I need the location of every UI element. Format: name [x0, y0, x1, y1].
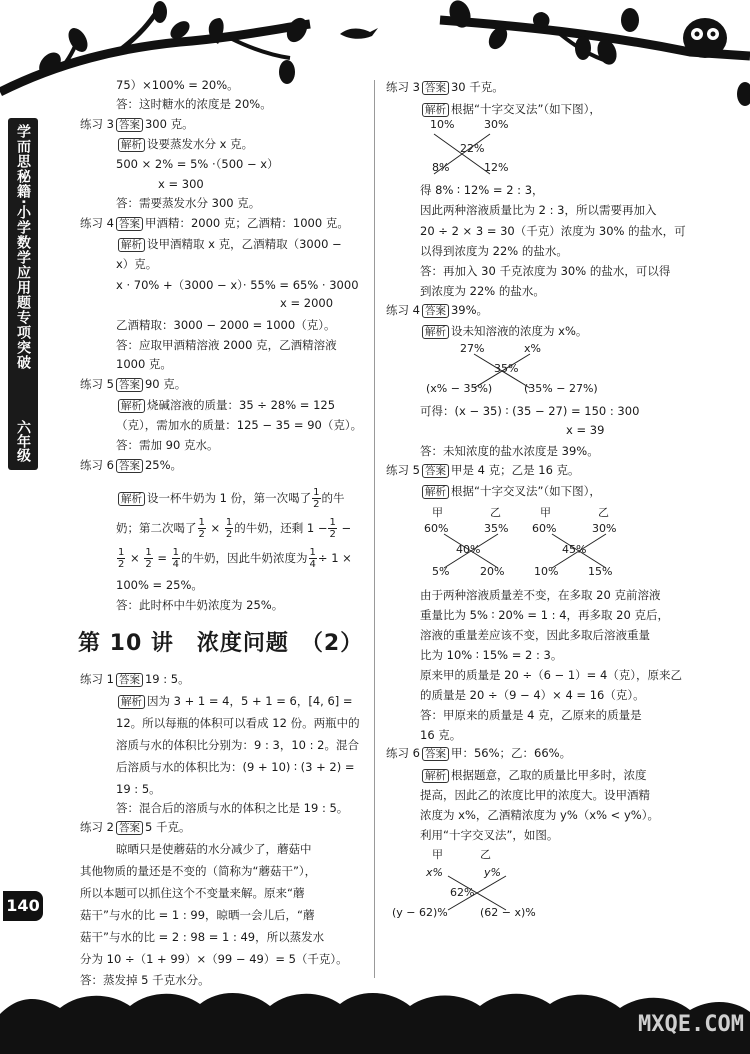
explanation-tag: 解析 — [422, 103, 449, 117]
explanation: 解析 设甲酒精取 x 克，乙酒精取（3000 − — [116, 237, 342, 252]
grade-label: 六年级 — [15, 420, 31, 462]
column-divider — [374, 80, 375, 978]
answer-tag: 答案 — [116, 459, 143, 473]
text-line: 答：需要蒸发水分 300 克。 — [116, 196, 261, 210]
practice-1-answer: 练习 1 答案 19 : 5。 — [80, 672, 190, 686]
cross-value: 60% — [424, 522, 449, 535]
text-line: 后溶质与水的体积比为：(9 + 10) ∶ (3 + 2) = — [116, 760, 355, 774]
explanation-tag: 解析 — [422, 325, 449, 339]
fraction: $\frac{1}{2}$ — [329, 517, 336, 540]
cross-value: 35% — [494, 362, 519, 375]
exercise-6-answer: 练习 6 答案 25%。 — [80, 458, 183, 472]
text-line: $\frac{1}{2}$ × $\frac{1}{2}$ = $\frac{1}{4}$ 的牛奶，因此牛奶浓度为 $\frac{1}{4}$ ÷ 1 × — [118, 547, 352, 570]
explanation: 解析 根据“十字交叉法”（如下图）， — [420, 484, 601, 499]
cross-value: 15% — [588, 565, 613, 578]
text-line: 分为 10 ÷（1 + 99）×（99 − 49）= 5（千克）。 — [80, 952, 348, 966]
side-title-bar — [8, 118, 38, 470]
text-line: 答：此时杯中牛奶浓度为 25%。 — [116, 598, 284, 612]
explanation: 解析 设未知溶液的浓度为 x%。 — [420, 324, 587, 339]
cross-value: 5% — [432, 565, 450, 578]
answer-tag: 答案 — [116, 821, 143, 835]
equation: 500 × 2% = 5% ·（500 − x） — [116, 157, 279, 171]
text-line: 其他物质的量还是不变的（简称为“蘑菇干”）， — [80, 864, 317, 878]
header-jia: 甲 — [432, 848, 443, 861]
text-line: 利用“十字交叉法”，如图。 — [420, 828, 559, 842]
fraction: $\frac{1}{2}$ — [198, 517, 205, 540]
cross-value: (x% − 35%) — [426, 382, 493, 395]
answer-tag: 答案 — [422, 464, 449, 478]
cross-value: 10% — [430, 118, 455, 131]
equation: x = 39 — [566, 423, 605, 437]
cross-value: 10% — [534, 565, 559, 578]
equation: x · 70% +（3000 − x）· 55% = 65% · 3000 — [116, 278, 359, 292]
text-line: 浓度为 x%，乙酒精浓度为 y%（x% < y%）。 — [420, 808, 659, 822]
text-line: 20 ÷ 2 × 3 = 30（千克）浓度为 30% 的盐水，可 — [420, 224, 686, 238]
text-line: 100% = 25%。 — [116, 578, 203, 592]
exercise-4-answer: 练习 4 答案 甲酒精：2000 克；乙酒精：1000 克。 — [80, 216, 349, 230]
text-line: 菇干”与水的比 = 2 : 98 = 1 : 49，所以蒸发水 — [80, 930, 325, 944]
explanation-tag: 解析 — [118, 138, 145, 152]
cross-value: (35% − 27%) — [524, 382, 598, 395]
cross-value: x% — [524, 342, 541, 355]
explanation: 解析 设一杯牛奶为 1 份，第一次喝了 $\frac{1}{2}$ 的牛 — [116, 484, 345, 512]
header-jia: 甲 — [540, 506, 551, 519]
answer-tag: 答案 — [116, 118, 143, 132]
text-line: 原来甲的质量是 20 ÷（6 − 1）= 4（克），原来乙 — [420, 668, 683, 682]
answer-tag: 答案 — [422, 304, 449, 318]
cross-value: 62% — [450, 886, 475, 899]
flying-bird-icon — [340, 28, 378, 39]
explanation: 解析 根据题意，乙取的质量比甲多时，浓度 — [420, 768, 647, 783]
header-yi: 乙 — [490, 506, 501, 519]
exercise-3-answer: 练习 3 答案 30 千克。 — [386, 80, 504, 94]
text-line: 答：需加 90 克水。 — [116, 438, 219, 452]
header-yi: 乙 — [480, 848, 491, 861]
text-line: 答：未知浓度的盐水浓度是 39%。 — [420, 444, 599, 458]
exercise-4-answer: 练习 4 答案 39%。 — [386, 303, 489, 317]
page-number: 140 — [3, 891, 43, 921]
exercise-label: 练习 3 — [80, 117, 114, 131]
text-line: 奶；第二次喝了 $\frac{1}{2}$ × $\frac{1}{2}$ 的牛奶，还剩 1 − $\frac{1}{2}$ − — [116, 517, 352, 540]
fraction: $\frac{1}{2}$ — [313, 487, 320, 510]
answer-tag: 答案 — [116, 673, 143, 687]
answer-tag: 答案 — [116, 378, 143, 392]
cross-value: y% — [484, 866, 501, 879]
cross-value: 40% — [456, 543, 481, 556]
answer-tag: 答案 — [116, 217, 143, 231]
book-title: 学而思秘籍·小学数学应用题专项突破 — [15, 124, 31, 371]
practice-2-answer: 练习 2 答案 5 千克。 — [80, 820, 191, 834]
fraction: $\frac{1}{2}$ — [145, 547, 152, 570]
text-line: 乙酒精取：3000 − 2000 = 1000（克）。 — [116, 318, 336, 332]
text-line: 19 : 5。 — [116, 782, 161, 796]
exercise-5-answer: 练习 5 答案 甲是 4 克；乙是 16 克。 — [386, 463, 580, 477]
explanation-tag: 解析 — [422, 485, 449, 499]
text-line: 以得到浓度为 22% 的盐水。 — [420, 244, 568, 258]
explanation: 解析 设要蒸发水分 x 克。 — [116, 137, 253, 152]
explanation: 解析 根据“十字交叉法”（如下图）， — [420, 102, 601, 117]
cross-value: 30% — [592, 522, 617, 535]
cross-value: 27% — [460, 342, 485, 355]
text-line: 提高，因此乙的浓度比甲的浓度大。设甲酒精 — [420, 788, 650, 802]
header-jia: 甲 — [432, 506, 443, 519]
watermark: MXQE.COM — [638, 1012, 744, 1037]
text-line: 溶质与水的体积比分别为：9 : 3，10 : 2。混合 — [116, 738, 359, 752]
exercise-5-answer: 练习 5 答案 90 克。 — [80, 377, 187, 391]
text-line: 12。所以每瓶的体积可以看成 12 份。两瓶中的 — [116, 716, 360, 730]
cross-value: 12% — [484, 161, 509, 174]
text-line: 75）×100% = 20%。 — [116, 78, 239, 92]
fraction: $\frac{1}{2}$ — [225, 517, 233, 540]
fraction: $\frac{1}{2}$ — [118, 547, 125, 570]
text-line: （克），需加水的质量：125 − 35 = 90（克）。 — [116, 418, 363, 432]
equation: x = 300 — [158, 177, 204, 191]
lesson-heading: 第 10 讲 浓度问题 （2） — [78, 631, 364, 656]
text-line: 答：甲原来的质量是 4 克，乙原来的质量是 — [420, 708, 642, 722]
explanation-tag: 解析 — [118, 492, 145, 506]
text-line: 因此两种溶液质量比为 2 : 3，所以需要再加入 — [420, 203, 657, 217]
cross-value: 8% — [432, 161, 450, 174]
explanation-tag: 解析 — [422, 769, 449, 783]
answer-tag: 答案 — [422, 747, 449, 761]
cross-value: 30% — [484, 118, 509, 131]
cross-value: x% — [426, 866, 443, 879]
text-line: 答：再加入 30 千克浓度为 30% 的盐水，可以得 — [420, 264, 671, 278]
text-line: 1000 克。 — [116, 357, 172, 371]
text-line: 比为 10% ∶ 15% = 2 : 3。 — [420, 648, 563, 662]
text-line: 溶液的重量差应该不变，因此多取后溶液重量 — [420, 628, 650, 642]
text-line: 16 克。 — [420, 728, 462, 742]
fraction: $\frac{1}{4}$ — [172, 547, 180, 570]
perched-bird-icon — [533, 12, 550, 28]
branch-decoration — [0, 0, 750, 112]
explanation-tag: 解析 — [118, 238, 145, 252]
text-line: 到浓度为 22% 的盐水。 — [420, 284, 545, 298]
explanation: 解析 因为 3 + 1 = 4，5 + 1 = 6，[4, 6] = — [116, 694, 353, 709]
cross-value: (62 − x)% — [480, 906, 536, 919]
text-line: 答：应取甲酒精溶液 2000 克，乙酒精溶液 — [116, 338, 337, 352]
answer-tag: 答案 — [422, 81, 449, 95]
explanation-tag: 解析 — [118, 399, 145, 413]
text-line: 答：混合后的溶质与水的体积之比是 19 : 5。 — [116, 801, 349, 815]
owl-icon — [683, 18, 727, 58]
text-line: 得 8% ∶ 12% = 2 : 3， — [420, 183, 544, 197]
text-line: 重量比为 5% ∶ 20% = 1 : 4，再多取 20 克后， — [420, 608, 669, 622]
exercise-6-answer: 练习 6 答案 甲：56%；乙：66%。 — [386, 746, 572, 760]
explanation: 解析 烧碱溶液的质量：35 ÷ 28% = 125 — [116, 398, 335, 413]
text-line: 晾晒只是使蘑菇的水分减少了，蘑菇中 — [116, 842, 312, 856]
cross-value: 45% — [562, 543, 587, 556]
text-line: 答：蒸发掉 5 千克水分。 — [80, 973, 210, 987]
cross-value: 60% — [532, 522, 557, 535]
equation: 可得：(x − 35) ∶ (35 − 27) = 150 : 300 — [420, 404, 640, 418]
cross-value: 35% — [484, 522, 509, 535]
exercise-3-answer — [80, 117, 194, 132]
text-line: 所以本题可以抓住这个不变量来解。原来“蘑 — [80, 886, 305, 900]
equation: x = 2000 — [280, 296, 334, 310]
text-line: 的质量是 20 ÷（9 − 4）× 4 = 16（克）。 — [420, 688, 645, 702]
text-line: x）克。 — [116, 257, 158, 271]
cross-value: 20% — [480, 565, 505, 578]
fraction: $\frac{1}{4}$ — [309, 547, 316, 570]
text-line: 由于两种溶液质量差不变，在多取 20 克前溶液 — [420, 588, 661, 602]
text-line: 菇干”与水的比 = 1 : 99，晾晒一会儿后，“蘑 — [80, 908, 315, 922]
answer-text: 300 克。 — [144, 117, 194, 131]
cross-value: 22% — [460, 142, 485, 155]
cross-value: (y − 62)% — [392, 906, 448, 919]
explanation-tag: 解析 — [118, 695, 145, 709]
text-line: 答：这时糖水的浓度是 20%。 — [116, 97, 272, 111]
header-yi: 乙 — [598, 506, 609, 519]
